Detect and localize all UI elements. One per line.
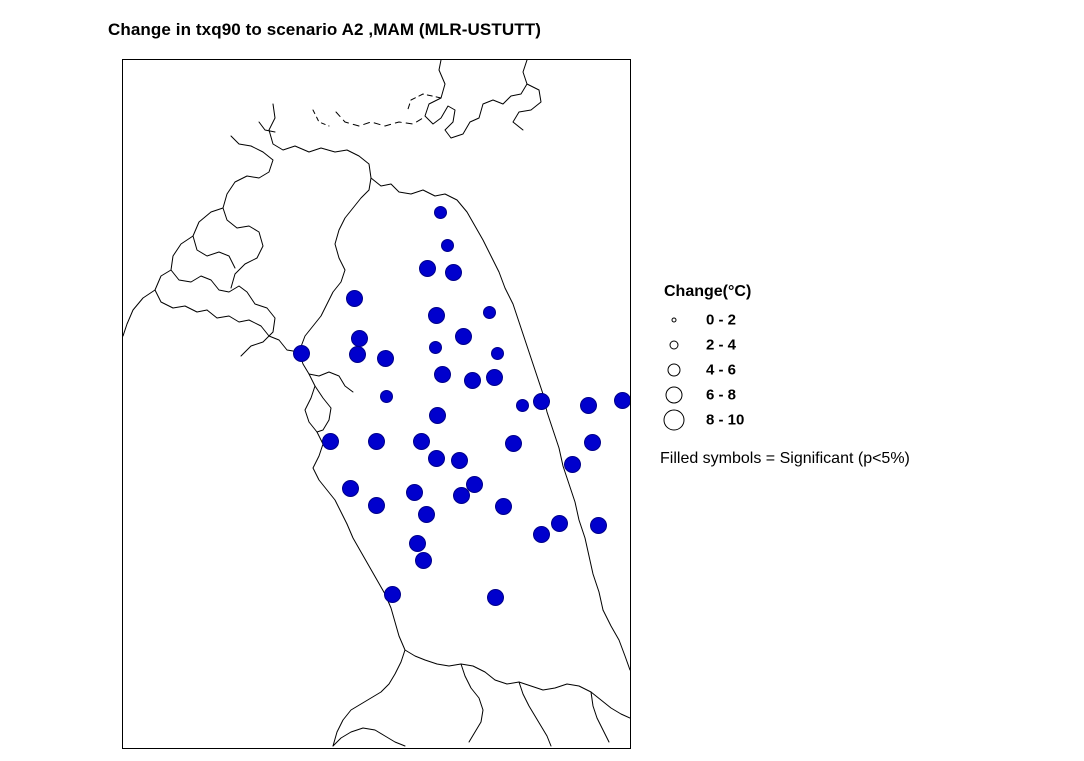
legend-entry-label: 6 - 8 (706, 386, 737, 403)
station-point (384, 586, 401, 603)
station-point (466, 476, 483, 493)
legend-symbol-circle (670, 340, 679, 349)
station-point (614, 392, 631, 409)
station-point (293, 345, 310, 362)
station-point (441, 239, 454, 252)
station-point (491, 347, 504, 360)
station-point (380, 390, 393, 403)
station-point (428, 450, 445, 467)
station-point (419, 260, 436, 277)
country-borders-map (123, 60, 630, 748)
legend (660, 283, 1060, 432)
station-point (368, 433, 385, 450)
station-point (351, 330, 368, 347)
station-point (377, 350, 394, 367)
map-plot-panel (122, 59, 631, 749)
legend-symbol-circle (666, 386, 683, 403)
legend-entry-label: 4 - 6 (706, 361, 737, 378)
station-point (434, 366, 451, 383)
legend-entry-label: 2 - 4 (706, 336, 737, 353)
station-point (451, 452, 468, 469)
legend-entry (660, 407, 1060, 432)
legend-note: Filled symbols = Significant (p<5%) (660, 450, 910, 467)
station-point (322, 433, 339, 450)
station-point (406, 484, 423, 501)
station-point (415, 552, 432, 569)
station-point (580, 397, 597, 414)
legend-entry-label: 0 - 2 (706, 311, 737, 328)
station-point (418, 506, 435, 523)
station-point (505, 435, 522, 452)
station-point (486, 369, 503, 386)
station-point (342, 480, 359, 497)
station-point (349, 346, 366, 363)
station-point (346, 290, 363, 307)
legend-symbol-circle (668, 363, 681, 376)
station-point (584, 434, 601, 451)
station-point (551, 515, 568, 532)
station-point (413, 433, 430, 450)
station-point (533, 526, 550, 543)
station-point (464, 372, 481, 389)
legend-entry (660, 307, 1060, 332)
legend-entry (660, 332, 1060, 357)
station-point (368, 497, 385, 514)
legend-symbol-circle (672, 317, 677, 322)
station-point (533, 393, 550, 410)
legend-title: Change(°C) (664, 283, 752, 300)
station-point (483, 306, 496, 319)
legend-entry (660, 382, 1060, 407)
station-point (564, 456, 581, 473)
station-point (429, 341, 442, 354)
legend-entries (660, 307, 1060, 432)
station-point (409, 535, 426, 552)
legend-symbol-circle (664, 409, 685, 430)
station-point (445, 264, 462, 281)
station-point (429, 407, 446, 424)
station-point (487, 589, 504, 606)
page-title: Change in txq90 to scenario A2 ,MAM (MLR-USTUTT) (108, 20, 541, 39)
station-point (434, 206, 447, 219)
legend-entry (660, 357, 1060, 382)
legend-entry-label: 8 - 10 (706, 411, 745, 428)
station-point (495, 498, 512, 515)
station-point (455, 328, 472, 345)
station-point (516, 399, 529, 412)
station-point (590, 517, 607, 534)
station-point (428, 307, 445, 324)
